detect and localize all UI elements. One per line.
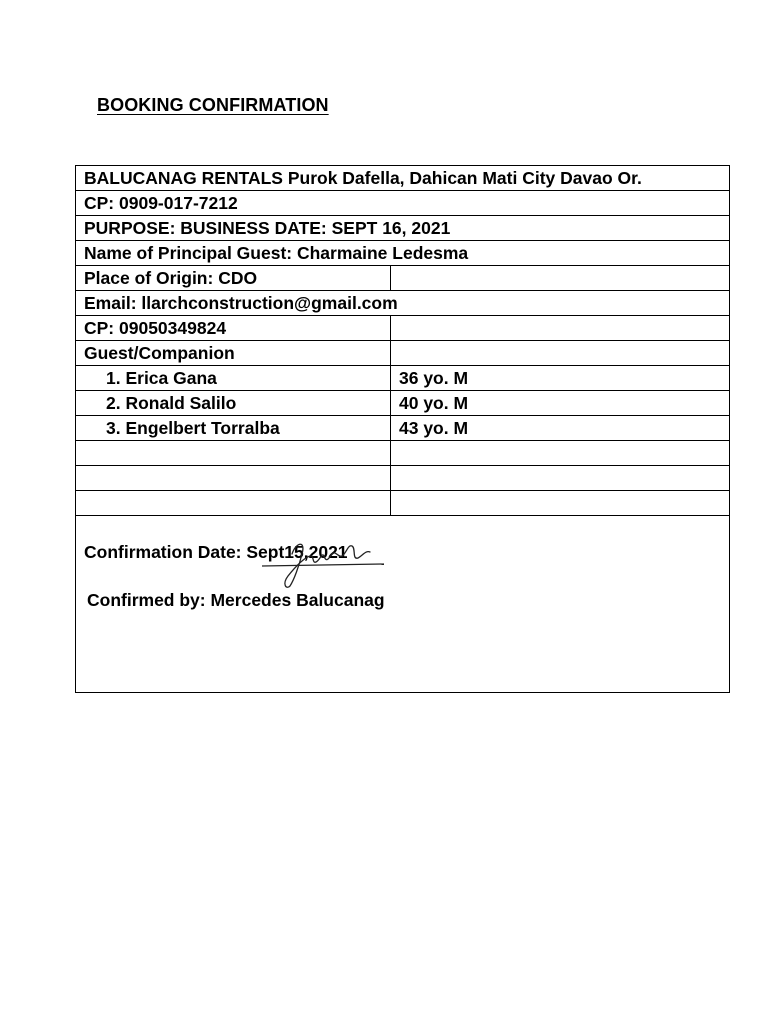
empty-cell <box>76 491 391 516</box>
table-row <box>76 441 730 466</box>
confirmation-section <box>76 516 730 693</box>
booking-table <box>75 165 730 693</box>
table-row <box>76 241 730 266</box>
empty-cell <box>76 466 391 491</box>
guest-details: 43 yo. M <box>391 416 730 441</box>
table-row <box>76 266 730 291</box>
empty-cell <box>391 316 730 341</box>
guest-details: 40 yo. M <box>391 391 730 416</box>
empty-cell <box>391 266 730 291</box>
guest-row <box>76 416 730 441</box>
table-row <box>76 216 730 241</box>
empty-cell <box>391 341 730 366</box>
table-row <box>76 341 730 366</box>
purpose-date: PURPOSE: BUSINESS DATE: SEPT 16, 2021 <box>76 216 730 241</box>
principal-guest: Name of Principal Guest: Charmaine Ledesma <box>76 241 730 266</box>
business-header: BALUCANAG RENTALS Purok Dafella, Dahican Mati City Davao Or. <box>76 166 730 191</box>
confirmation-date: Confirmation Date: Sept15,2021 <box>84 542 348 562</box>
place-of-origin: Place of Origin: CDO <box>76 266 391 291</box>
table-row <box>76 491 730 516</box>
table-row <box>76 191 730 216</box>
table-row <box>76 166 730 191</box>
confirmation-row <box>76 516 730 693</box>
table-row <box>76 466 730 491</box>
confirmed-by: Confirmed by: Mercedes Balucanag <box>87 590 385 610</box>
table-row <box>76 291 730 316</box>
guest-name: 3. Engelbert Torralba <box>76 416 391 441</box>
business-phone: CP: 0909-017-7212 <box>76 191 730 216</box>
document-title: BOOKING CONFIRMATION <box>97 95 329 115</box>
guest-row <box>76 391 730 416</box>
empty-cell <box>391 491 730 516</box>
guest-name: 2. Ronald Salilo <box>76 391 391 416</box>
guest-details: 36 yo. M <box>391 366 730 391</box>
signature-icon <box>252 532 392 596</box>
table-row <box>76 316 730 341</box>
guest-name: 1. Erica Gana <box>76 366 391 391</box>
empty-cell <box>391 441 730 466</box>
empty-cell <box>76 441 391 466</box>
guest-phone: CP: 09050349824 <box>76 316 391 341</box>
guest-row <box>76 366 730 391</box>
companion-label: Guest/Companion <box>76 341 391 366</box>
guest-email: Email: llarchconstruction@gmail.com <box>76 291 730 316</box>
empty-cell <box>391 466 730 491</box>
